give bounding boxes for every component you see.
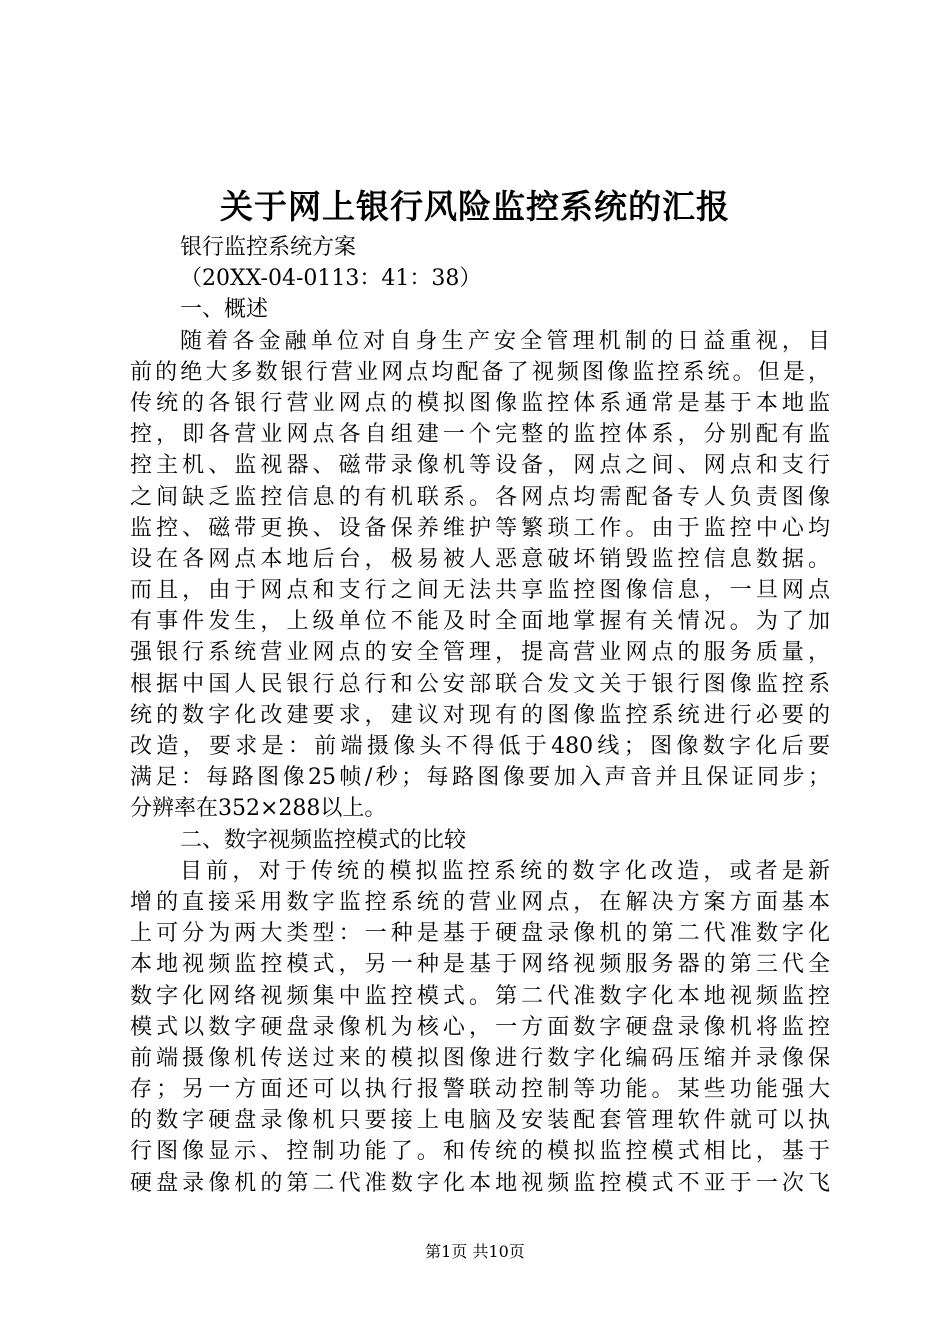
paragraph-line: 模式以数字硬盘录像机为核心，一方面数字硬盘录像机将监控 — [130, 1014, 830, 1040]
paragraph-line: 有事件发生，上级单位不能及时全面地掌握有关情况。为了加 — [130, 609, 830, 635]
paragraph-line: 行图像显示、控制功能了。和传统的模拟监控模式相比，基于 — [130, 1139, 830, 1165]
paragraph-line: 分辨率在352×288以上。 — [130, 796, 387, 822]
document-body — [130, 232, 830, 1199]
paragraph-line: 控，即各营业网点各自组建一个完整的监控体系，分别配有监 — [130, 422, 830, 448]
paragraph-line: 监控、磁带更换、设备保养维护等繁琐工作。由于监控中心均 — [130, 515, 830, 541]
document-timestamp: （20XX-04-0113：41：38） — [180, 266, 482, 292]
document-title: 关于网上银行风险监控系统的汇报 — [220, 187, 730, 226]
paragraph-line: 而且，由于网点和支行之间无法共享监控图像信息，一旦网点 — [130, 578, 830, 604]
paragraph-line: 设在各网点本地后台，极易被人恶意破坏销毁监控信息数据。 — [130, 546, 830, 572]
paragraph-line: 统的数字化改建要求，建议对现有的图像监控系统进行必要的 — [130, 702, 830, 728]
paragraph-line: 随着各金融单位对自身生产安全管理机制的日益重视，目 — [180, 328, 830, 354]
paragraph-line: 的数字硬盘录像机只要接上电脑及安装配套管理软件就可以执 — [130, 1108, 830, 1134]
paragraph-line: 改造，要求是：前端摄像头不得低于480线；图像数字化后要 — [130, 734, 830, 759]
paragraph-line: 本地视频监控模式，另一种是基于网络视频服务器的第三代全 — [130, 952, 830, 978]
paragraph-line: 目前，对于传统的模拟监控系统的数字化改造，或者是新 — [180, 858, 830, 884]
paragraph-line: 存；另一方面还可以执行报警联动控制等功能。某些功能强大 — [130, 1077, 830, 1103]
paragraph-overview — [130, 326, 830, 825]
paragraph-line: 数字化网络视频集中监控模式。第二代准数字化本地视频监控 — [130, 983, 830, 1009]
paragraph-line: 上可分为两大类型：一种是基于硬盘录像机的第二代准数字化 — [130, 921, 830, 947]
section-heading-comparison: 二、数字视频监控模式的比较 — [180, 827, 467, 853]
paragraph-line: 前端摄像机传送过来的模拟图像进行数字化编码压缩并录像保 — [130, 1045, 830, 1071]
paragraph-line: 根据中国人民银行总行和公安部联合发文关于银行图像监控系 — [130, 671, 830, 697]
paragraph-line: 硬盘录像机的第二代准数字化本地视频监控模式不亚于一次飞 — [130, 1170, 830, 1196]
paragraph-line: 控主机、监视器、磁带录像机等设备，网点之间、网点和支行 — [130, 453, 830, 479]
paragraph-line: 强银行系统营业网点的安全管理，提高营业网点的服务质量， — [130, 640, 830, 666]
paragraph-line: 传统的各银行营业网点的模拟图像监控体系通常是基于本地监 — [130, 390, 830, 416]
page-footer: 第1页 共10页 — [425, 1242, 525, 1261]
section-heading-overview: 一、概述 — [180, 297, 269, 323]
paragraph-line: 满足：每路图像25帧/秒；每路图像要加入声音并且保证同步； — [130, 765, 830, 791]
paragraph-comparison — [130, 856, 830, 1199]
paragraph-line: 前的绝大多数银行营业网点均配备了视频图像监控系统。但是， — [130, 359, 830, 385]
document-subtitle: 银行监控系统方案 — [180, 235, 357, 260]
paragraph-line: 之间缺乏监控信息的有机联系。各网点均需配备专人负责图像 — [130, 484, 830, 510]
paragraph-line: 增的直接采用数字监控系统的营业网点，在解决方案方面基本 — [130, 889, 830, 915]
